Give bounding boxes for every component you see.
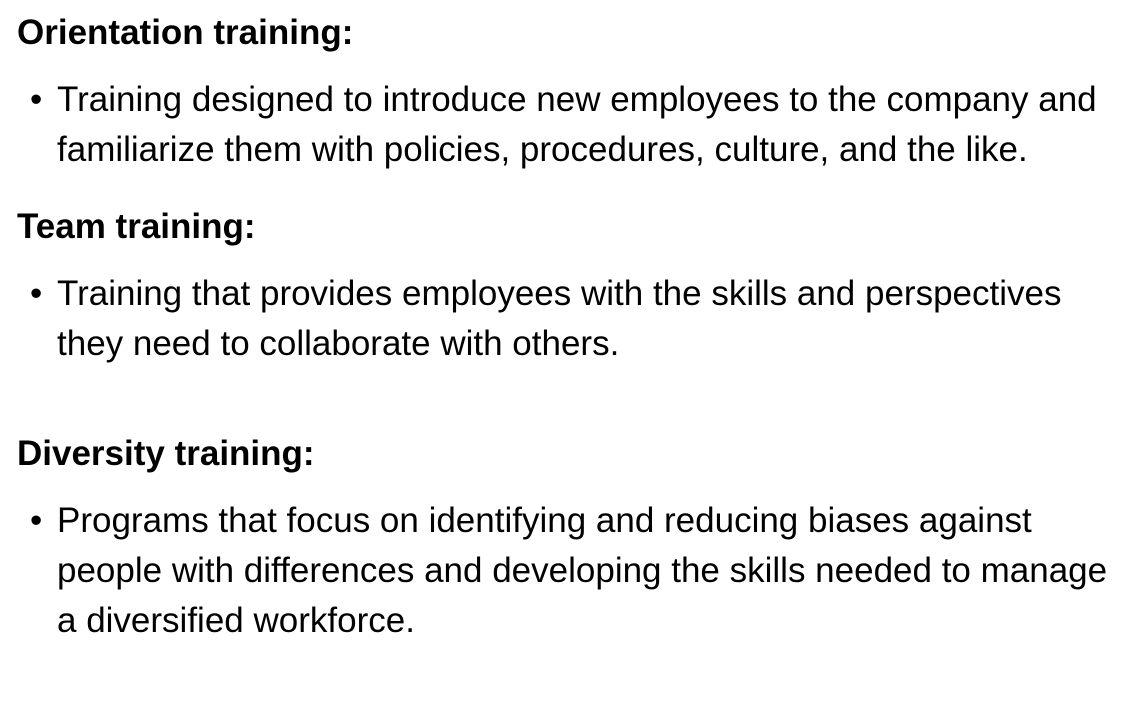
- section-diversity-training: [17, 429, 1122, 646]
- section-heading: Orientation training:: [17, 13, 354, 52]
- section-orientation-training: [17, 8, 1122, 175]
- section-heading: Team training:: [17, 207, 256, 246]
- bullet-text: Training designed to introduce new employees to the company and familiarize them with policies, procedures, culture, and the like.: [57, 80, 1097, 169]
- bullet-text: Programs that focus on identifying and reducing biases against people with differences and developing the skills needed to manage a diversified workforce.: [57, 501, 1108, 640]
- bullet-icon: •: [30, 274, 43, 313]
- section-heading: Diversity training:: [17, 434, 315, 473]
- bullet-item: [17, 269, 1122, 369]
- bullet-icon: •: [30, 501, 43, 540]
- bullet-text: Training that provides employees with the skills and perspectives they need to collaborate with others.: [57, 274, 1062, 363]
- bullet-item: [17, 496, 1122, 646]
- bullet-icon: •: [30, 80, 43, 119]
- bullet-item: [17, 75, 1122, 175]
- section-team-training: [17, 202, 1122, 369]
